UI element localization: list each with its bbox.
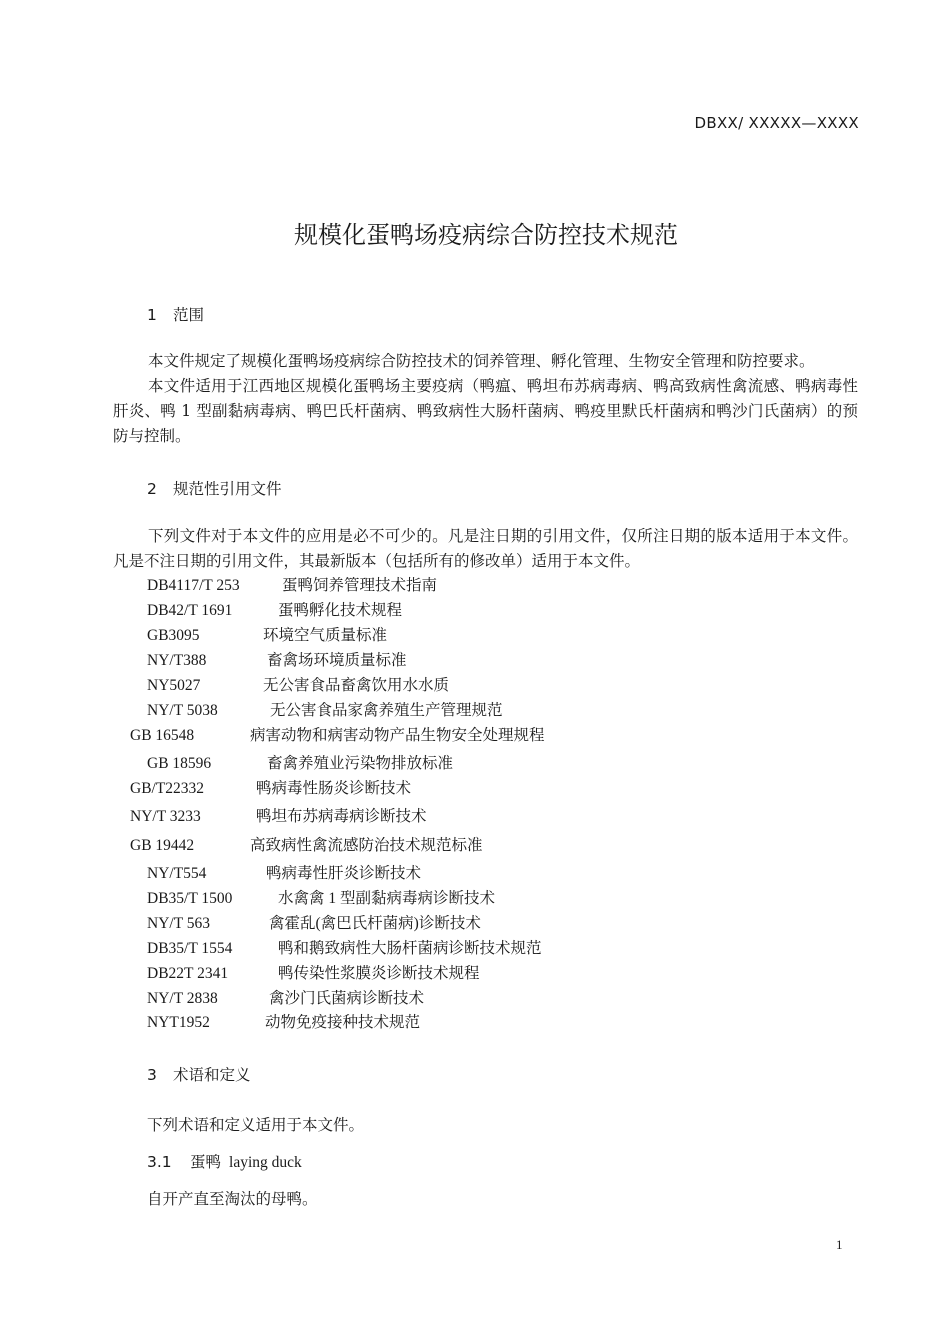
section-3-title: 术语和定义 <box>173 1066 251 1084</box>
reference-code: NY/T 5038 <box>147 702 218 719</box>
document-title: 规模化蛋鸭场疫病综合防控技术规范 <box>294 221 678 249</box>
scope-paragraph-1: 本文件规定了规模化蛋鸭场疫病综合防控技术的饲养管理、孵化管理、生物安全管理和防控要求。 <box>148 352 815 370</box>
scope-paragraph-2: 本文件适用于江西地区规模化蛋鸭场主要疫病（鸭瘟、鸭坦布苏病毒病、鸭高致病性禽流感、鸭病毒性肝炎、鸭 1 型副黏病毒病、鸭巴氏杆菌病、鸭致病性大肠杆菌病、鸭疫里默氏杆菌病和鸭沙门氏菌病）的预防与控制。 <box>113 377 858 445</box>
document-code: DBXX/ XXXXX—XXXX <box>694 114 859 132</box>
section-2-heading <box>147 477 282 499</box>
reference-code: DB22T 2341 <box>147 965 229 982</box>
reference-name: 环境空气质量标准 <box>263 627 388 644</box>
reference-name: 畜禽场环境质量标准 <box>267 652 407 669</box>
reference-name: 鸭传染性浆膜炎诊断技术规程 <box>278 965 480 982</box>
term-definition: 自开产直至淘汰的母鸭。 <box>147 1191 318 1208</box>
reference-code: NY/T 2838 <box>147 990 218 1007</box>
term-chinese: 蛋鸭 <box>190 1153 222 1171</box>
reference-name: 水禽禽 1 型副黏病毒病诊断技术 <box>278 890 496 907</box>
reference-code: NY/T 3233 <box>130 808 201 825</box>
reference-code: GB 18596 <box>147 755 212 772</box>
reference-code: GB/T22332 <box>130 780 205 797</box>
term-english: laying duck <box>229 1154 302 1171</box>
section-2-number: 2 <box>147 480 157 498</box>
reference-name: 高致病性禽流感防治技术规范标准 <box>250 837 483 854</box>
reference-code: NY/T 563 <box>147 915 211 932</box>
page-number: 1 <box>836 1237 843 1252</box>
reference-code: NY/T388 <box>147 652 207 669</box>
terms-intro: 下列术语和定义适用于本文件。 <box>147 1117 365 1134</box>
reference-name: 畜禽养殖业污染物排放标准 <box>267 755 454 772</box>
reference-name: 动物免疫接种技术规范 <box>265 1014 421 1031</box>
reference-name: 鸭病毒性肠炎诊断技术 <box>256 780 412 797</box>
section-1-title: 范围 <box>173 306 205 324</box>
reference-name: 禽沙门氏菌病诊断技术 <box>269 990 425 1007</box>
section-2-intro <box>113 524 858 574</box>
reference-name: 无公害食品家禽养殖生产管理规范 <box>270 702 503 719</box>
references-intro: 下列文件对于本文件的应用是必不可少的。凡是注日期的引用文件，仅所注日期的版本适用于本文件。凡是不注日期的引用文件，其最新版本（包括所有的修改单）适用于本文件。 <box>113 527 858 570</box>
reference-name: 病害动物和病害动物产品生物安全处理规程 <box>250 727 545 744</box>
reference-code: DB35/T 1554 <box>147 940 233 957</box>
reference-code: GB3095 <box>147 627 200 644</box>
reference-code: GB 16548 <box>130 727 195 744</box>
section-1-body <box>113 349 858 449</box>
section-1-heading <box>147 303 204 325</box>
reference-name: 鸭和鹅致病性大肠杆菌病诊断技术规范 <box>278 940 542 957</box>
term-heading <box>147 1150 302 1172</box>
reference-code: DB42/T 1691 <box>147 602 233 619</box>
section-1-number: 1 <box>147 306 157 324</box>
section-2-title: 规范性引用文件 <box>173 480 282 498</box>
reference-name: 无公害食品畜禽饮用水水质 <box>263 677 450 694</box>
reference-code: NY/T554 <box>147 865 207 882</box>
reference-code: NYT1952 <box>147 1014 210 1031</box>
reference-name: 鸭坦布苏病毒病诊断技术 <box>256 808 427 825</box>
section-3-number: 3 <box>147 1066 157 1084</box>
reference-name: 鸭病毒性肝炎诊断技术 <box>266 865 422 882</box>
reference-name: 禽霍乱(禽巴氏杆菌病)诊断技术 <box>269 915 481 932</box>
reference-code: GB 19442 <box>130 837 195 854</box>
reference-code: NY5027 <box>147 677 201 694</box>
reference-name: 蛋鸭饲养管理技术指南 <box>282 577 438 594</box>
reference-name: 蛋鸭孵化技术规程 <box>278 602 403 619</box>
term-number: 3.1 <box>147 1153 172 1171</box>
reference-code: DB35/T 1500 <box>147 890 233 907</box>
section-3-heading <box>147 1063 251 1085</box>
reference-code: DB4117/T 253 <box>147 577 240 594</box>
